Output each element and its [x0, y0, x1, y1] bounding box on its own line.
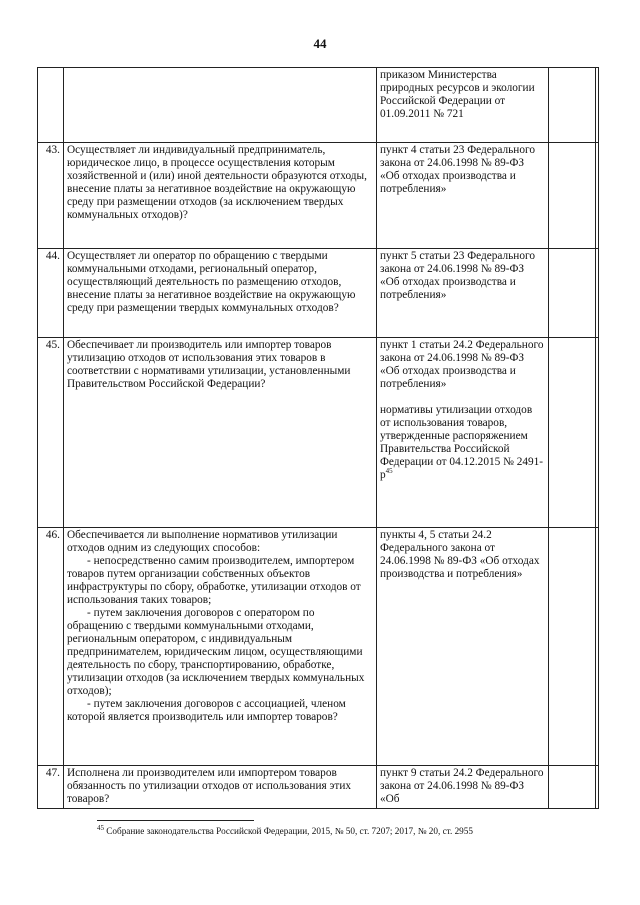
question-cell: [64, 528, 377, 766]
table-row: [38, 143, 599, 249]
legal-reference-cell: [377, 68, 549, 143]
row-number: 46.: [38, 528, 64, 766]
legal-reference-line: нормативы утилизации отходов от использования товаров, утвержденные распоряжением Правительства Российской Федерации от 04.12.2015 № 2491-р: [380, 404, 544, 481]
footnote-divider: [97, 820, 254, 821]
answer-cell: [549, 338, 596, 528]
legal-reference-line: пункт 4 статьи 23 Федерального закона от 24.06.1998 № 89-ФЗ «Об отходах производства и потребления»: [380, 144, 536, 195]
question-text: - непосредственно самим производителем, импортером товаров путем организации собственных объектов инфраструктуры по сбору, обработке, утилизации отходов от использования таких товаров;: [67, 555, 361, 606]
note-cell: [596, 143, 599, 249]
table-row: [38, 68, 599, 143]
legal-reference-text: [380, 529, 545, 581]
legal-reference-text: [380, 767, 545, 806]
question-text: Осуществляет ли индивидуальный предприниматель, юридическое лицо, в процессе осуществления которым хозяйственной и (или) иной деятельности образуются отходы, внесение платы за негативное воздействие на окружающую среду при размещении отходов (за исключением твердых коммунальных отходов)?: [67, 144, 367, 221]
footnote-ref-marker: 45: [385, 467, 393, 476]
table-row: [38, 528, 599, 766]
footnote-text: Собрание законодательства Российской Федерации, 2015, № 50, ст. 7207; 2017, № 20, ст. 2955: [104, 826, 473, 836]
page-number: 44: [313, 36, 327, 51]
legal-reference-line: пункт 5 статьи 23 Федерального закона от 24.06.1998 № 89-ФЗ «Об отходах производства и потребления»: [380, 250, 536, 301]
row-number: [38, 68, 64, 143]
note-cell: [596, 249, 599, 338]
legal-reference-cell: [377, 528, 549, 766]
row-number: 43.: [38, 143, 64, 249]
legal-reference-text: [380, 69, 545, 121]
answer-cell: [549, 249, 596, 338]
table-body: [38, 68, 599, 809]
answer-cell: [549, 68, 596, 143]
answer-cell: [549, 143, 596, 249]
table-row: [38, 338, 599, 528]
footnote-marker: 45: [97, 823, 104, 832]
legal-reference-line: пункт 1 статьи 24.2 Федерального закона от 24.06.1998 № 89-ФЗ «Об отходах производства и потребления»: [380, 339, 544, 390]
question-text: Исполнена ли производителем или импортером товаров обязанность по утилизации отходов от использования этих товаров?: [67, 767, 352, 805]
footnote: [97, 823, 617, 837]
legal-reference-cell: [377, 338, 549, 528]
answer-cell: [549, 766, 596, 809]
legal-reference-cell: [377, 143, 549, 249]
table-row: [38, 766, 599, 809]
question-text: Обеспечивается ли выполнение нормативов утилизации отходов одним из следующих способов:: [67, 529, 338, 554]
question-cell: [64, 143, 377, 249]
row-number: 47.: [38, 766, 64, 809]
question-cell: [64, 249, 377, 338]
question-cell: [64, 68, 377, 143]
legal-reference-line: пункты 4, 5 статьи 24.2 Федерального закона от 24.06.1998 № 89-ФЗ «Об отходах производства и потребления»: [380, 529, 540, 580]
note-cell: [596, 338, 599, 528]
legal-reference-text: [380, 250, 545, 302]
note-cell: [596, 68, 599, 143]
answer-cell: [549, 528, 596, 766]
question-text: Осуществляет ли оператор по обращению с твердыми коммунальными отходами, региональный оператор, осуществляющий деятельность по размещению отходов, внесение платы за негативное воздействие на окружающую среду при размещении твердых коммунальных отходов?: [67, 250, 356, 314]
question-text: Обеспечивает ли производитель или импортер товаров утилизацию отходов от использования этих товаров в соответствии с нормативами утилизации, установленными Правительством Российской Федерации?: [67, 339, 351, 390]
legal-reference-text: [380, 339, 545, 391]
checklist-table: [37, 67, 599, 809]
legal-reference-line: пункт 9 статьи 24.2 Федерального закона от 24.06.1998 № 89-ФЗ «Об: [380, 767, 544, 805]
question-text: - путем заключения договоров с оператором по обращению с твердыми коммунальными отходами, региональным оператором, с индивидуальным предпринимателем, юридическим лицом, осуществляющими деятельность по сбору, транспортированию, обработке, утилизации отходов (за исключением твердых коммунальных отходов);: [67, 607, 365, 697]
question-cell: [64, 338, 377, 528]
table-row: [38, 249, 599, 338]
question-cell: [64, 766, 377, 809]
question-text: - путем заключения договоров с ассоциацией, членом которой является производитель или импортер товаров?: [67, 698, 346, 723]
note-cell: [596, 528, 599, 766]
legal-reference-cell: [377, 249, 549, 338]
legal-reference-line: приказом Министерства природных ресурсов и экологии Российской Федерации от 01.09.2011 № 721: [380, 69, 535, 120]
paragraph-gap: [380, 391, 545, 404]
row-number: 45.: [38, 338, 64, 528]
note-cell: [596, 766, 599, 809]
legal-reference-text: [380, 144, 545, 196]
legal-reference-cell: [377, 766, 549, 809]
row-number: 44.: [38, 249, 64, 338]
legal-reference-text: [380, 404, 545, 482]
